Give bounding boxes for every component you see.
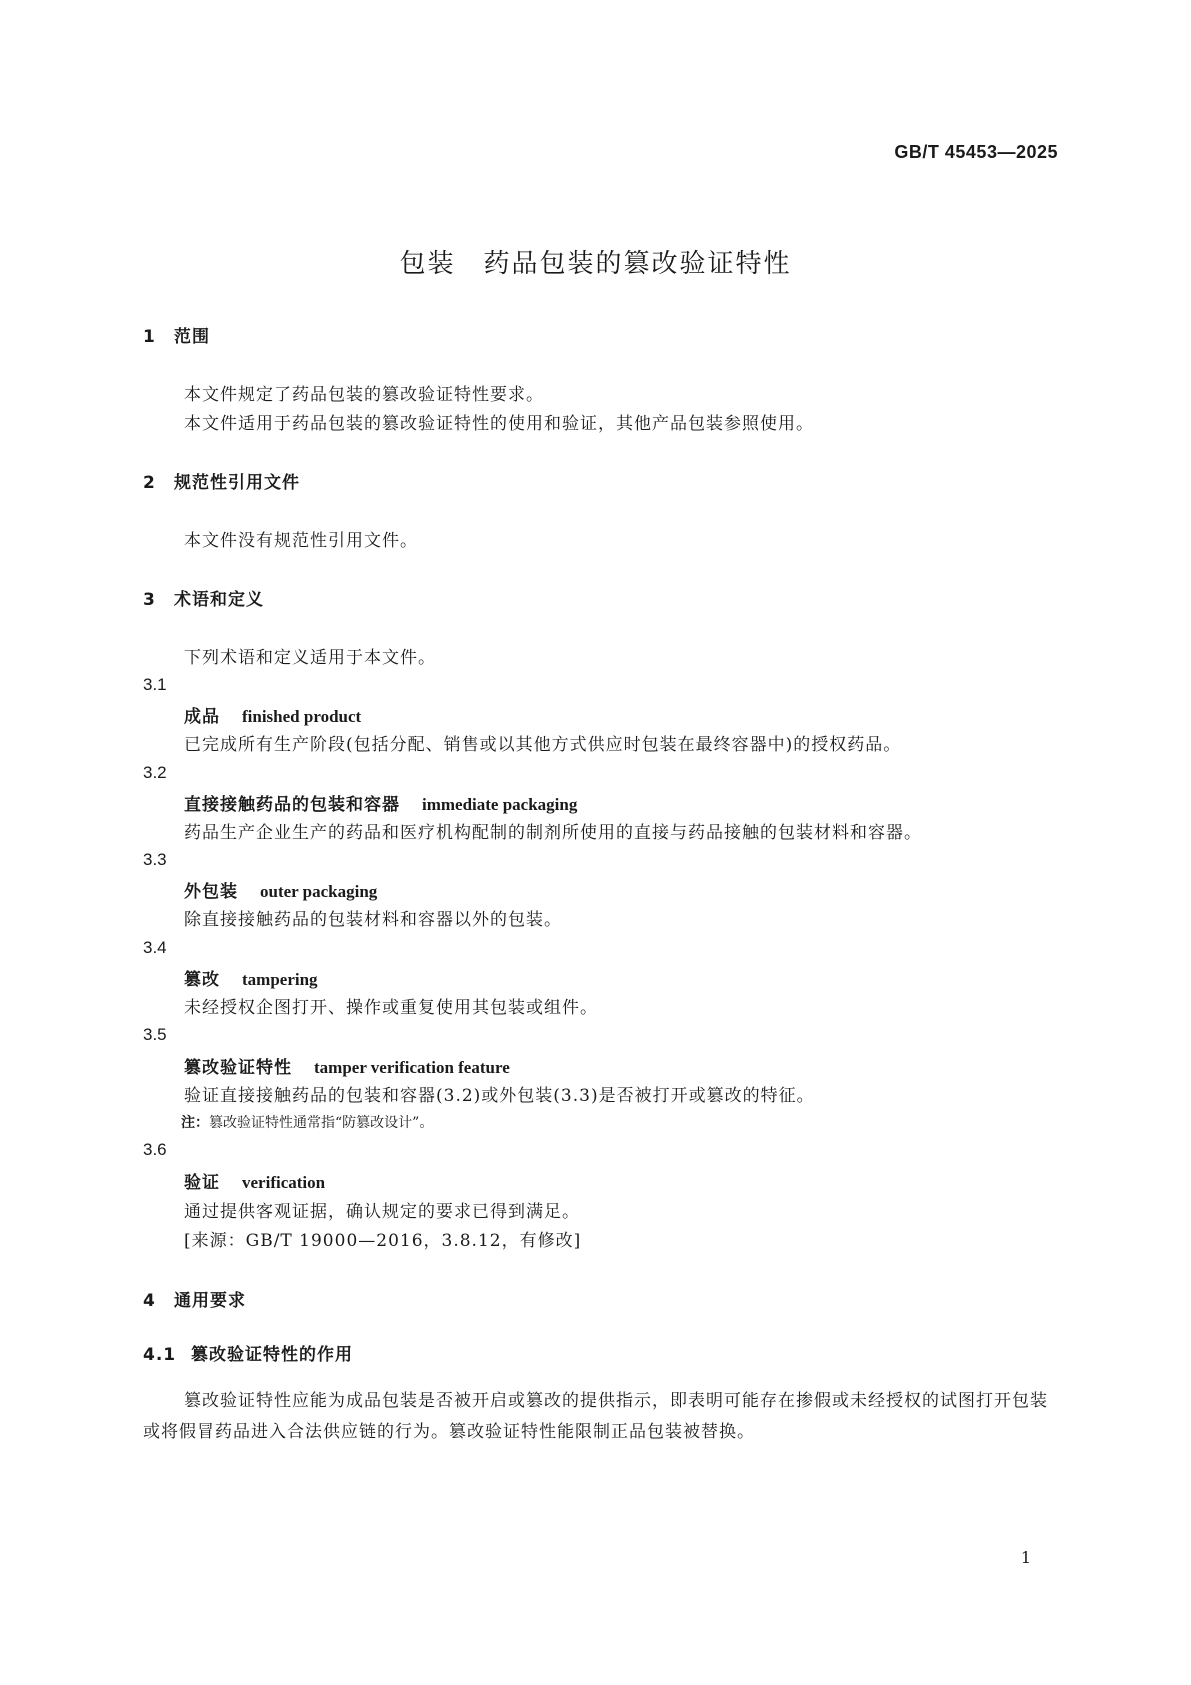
term-definition: 除直接接触药品的包装材料和容器以外的包装。 xyxy=(184,910,562,930)
term-heading xyxy=(184,877,377,902)
section-number: 2 xyxy=(143,473,156,493)
term-english: tamper verification feature xyxy=(314,1058,510,1077)
section-number: 4 xyxy=(143,1291,156,1311)
term-definition: 已完成所有生产阶段(包括分配、销售或以其他方式供应时包装在最终容器中)的授权药品。 xyxy=(184,735,902,755)
paragraph: 下列术语和定义适用于本文件。 xyxy=(184,648,436,668)
term-number: 3.6 xyxy=(143,1140,167,1159)
term-english: immediate packaging xyxy=(422,795,578,814)
term-chinese: 验证 xyxy=(184,1173,220,1193)
term-definition: 验证直接接触药品的包装和容器(3.2)或外包装(3.3)是否被打开或篡改的特征。 xyxy=(184,1086,815,1106)
term-definition: 未经授权企图打开、操作或重复使用其包装或组件。 xyxy=(184,998,598,1018)
term-english: tampering xyxy=(242,970,318,989)
term-chinese: 直接接触药品的包装和容器 xyxy=(184,795,400,815)
section-title: 通用要求 xyxy=(174,1291,246,1311)
document-title: 包装 药品包装的篡改验证特性 xyxy=(399,249,792,279)
section-4-heading xyxy=(143,1286,246,1311)
term-number: 3.5 xyxy=(143,1025,167,1044)
term-number: 3.2 xyxy=(143,763,167,782)
term-source: [来源：GB/T 19000—2016，3.8.12，有修改] xyxy=(184,1231,582,1251)
section-1-heading xyxy=(143,322,210,347)
term-definition: 药品生产企业生产的药品和医疗机构配制的制剂所使用的直接与药品接触的包装材料和容器。 xyxy=(184,823,922,843)
term-chinese: 篡改 xyxy=(184,970,220,990)
term-english: outer packaging xyxy=(260,882,378,901)
note-label: 注： xyxy=(181,1115,209,1131)
term-english: finished product xyxy=(242,707,362,726)
note-text: 篡改验证特性通常指“防篡改设计”。 xyxy=(209,1115,434,1131)
term-number: 3.4 xyxy=(143,938,167,957)
paragraph: 本文件没有规范性引用文件。 xyxy=(184,531,418,551)
term-definition: 通过提供客观证据，确认规定的要求已得到满足。 xyxy=(184,1202,580,1222)
term-heading xyxy=(184,702,361,727)
subsection-title: 篡改验证特性的作用 xyxy=(191,1345,353,1365)
term-english: verification xyxy=(242,1173,326,1192)
term-chinese: 外包装 xyxy=(184,882,238,902)
section-number: 1 xyxy=(143,327,156,347)
section-title: 术语和定义 xyxy=(174,590,264,610)
term-heading xyxy=(184,1168,325,1193)
paragraph: 本文件适用于药品包装的篡改验证特性的使用和验证，其他产品包装参照使用。 xyxy=(184,414,814,434)
term-chinese: 成品 xyxy=(184,707,220,727)
term-number: 3.1 xyxy=(143,675,167,694)
page-number: 1 xyxy=(1020,1548,1031,1567)
term-heading xyxy=(184,965,318,990)
term-note xyxy=(181,1112,433,1132)
section-title: 规范性引用文件 xyxy=(174,473,300,493)
section-number: 3 xyxy=(143,590,156,610)
section-3-heading xyxy=(143,585,264,610)
section-2-heading xyxy=(143,468,300,493)
term-chinese: 篡改验证特性 xyxy=(184,1058,292,1078)
paragraph: 本文件规定了药品包装的篡改验证特性要求。 xyxy=(184,385,544,405)
subsection-4-1-heading xyxy=(143,1340,353,1365)
paragraph: 篡改验证特性应能为成品包装是否被开启或篡改的提供指示，即表明可能存在掺假或未经授权的试图打开包装或将假冒药品进入合法供应链的行为。篡改验证特性能限制正品包装被替换。 xyxy=(143,1391,1048,1442)
term-number: 3.3 xyxy=(143,850,167,869)
section-title: 范围 xyxy=(174,327,210,347)
subsection-number: 4.1 xyxy=(143,1345,177,1365)
term-heading xyxy=(184,1053,510,1078)
term-heading xyxy=(184,790,577,815)
standard-number: GB/T 45453—2025 xyxy=(894,142,1058,162)
